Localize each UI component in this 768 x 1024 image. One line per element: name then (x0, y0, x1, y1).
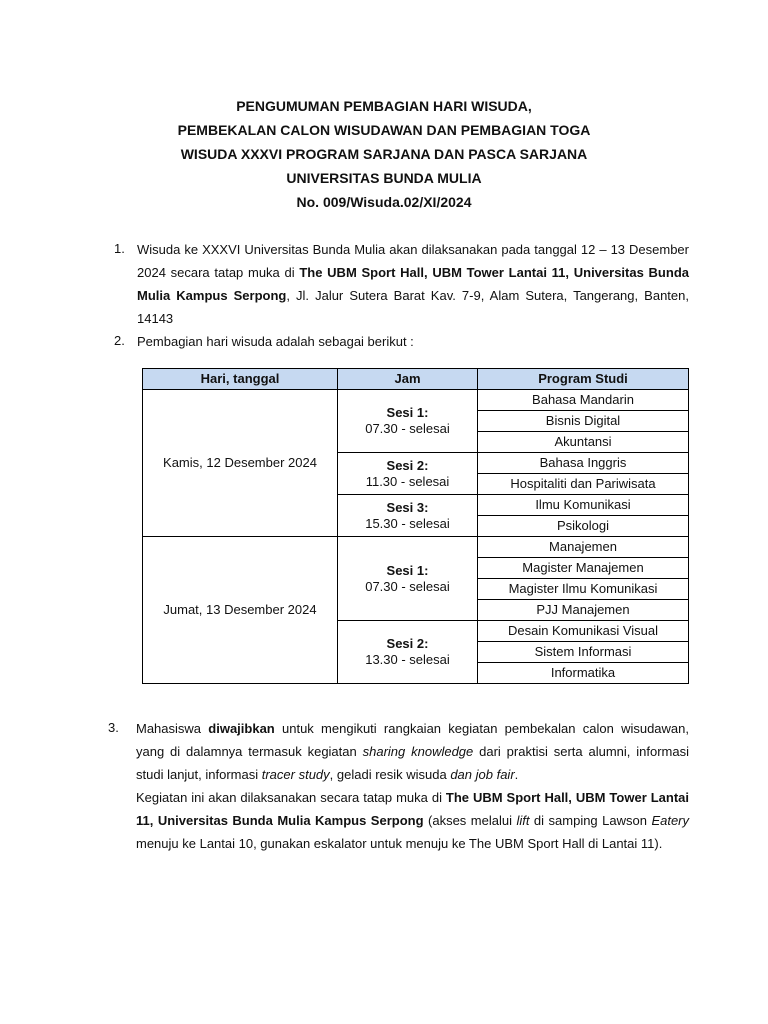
item-3-text-i: . (514, 767, 519, 782)
program-cell: Desain Komunikasi Visual (478, 621, 689, 642)
program-cell: Psikologi (478, 516, 689, 537)
session-time: 15.30 - selesai (365, 515, 450, 531)
session-cell (338, 495, 478, 537)
table-row (143, 537, 689, 558)
day-cell-2: Jumat, 13 Desember 2024 (143, 537, 338, 684)
item-3-number: 3. (108, 720, 119, 735)
session-cell (338, 390, 478, 453)
item-1-venue: The UBM Sport Hall, UBM Tower Lantai 11, Universitas Bunda Mulia Kampus Serpong (137, 265, 689, 303)
program-cell: Manajemen (478, 537, 689, 558)
program-cell: PJJ Manajemen (478, 600, 689, 621)
session-cell (338, 453, 478, 495)
table-header-row (143, 369, 689, 390)
item-1-text (137, 238, 689, 330)
program-cell: Bahasa Mandarin (478, 390, 689, 411)
header-program: Program Studi (478, 369, 689, 390)
header-day: Hari, tanggal (143, 369, 338, 390)
item-3-text-e: dari praktisi serta alumni, informasi studi lanjut, informasi (136, 744, 689, 782)
item-1-number: 1. (114, 241, 125, 256)
title-line-2: PEMBEKALAN CALON WISUDAWAN DAN PEMBAGIAN TOGA (177, 122, 591, 138)
title-line-4: UNIVERSITAS BUNDA MULIA (286, 170, 482, 186)
session-time: 07.30 - selesai (365, 421, 450, 436)
session-label: Sesi 2: (386, 636, 429, 651)
item-3-mandatory: diwajibkan (208, 721, 275, 736)
item-3-text-a: Mahasiswa (136, 721, 209, 736)
program-cell: Sistem Informasi (478, 642, 689, 663)
session-time: 07.30 - selesai (365, 578, 450, 594)
item-3-text-p2c: (akses melalui (423, 813, 517, 828)
schedule-table (142, 368, 689, 684)
program-cell: Bisnis Digital (478, 411, 689, 432)
table-row (143, 390, 689, 411)
program-cell: Bahasa Inggris (478, 453, 689, 474)
day-cell-1: Kamis, 12 Desember 2024 (143, 390, 338, 537)
program-cell: Magister Ilmu Komunikasi (478, 579, 689, 600)
item-3-tracer: tracer study (261, 767, 330, 782)
program-cell: Hospitaliti dan Pariwisata (478, 474, 689, 495)
program-cell: Akuntansi (478, 432, 689, 453)
session-label: Sesi 1: (386, 562, 429, 578)
title-line-3: WISUDA XXXVI PROGRAM SARJANA DAN PASCA SARJANA (180, 146, 588, 162)
item-3-jobfair: dan job fair (450, 767, 515, 782)
session-cell (338, 537, 478, 621)
item-3-venue: The UBM Sport Hall, UBM Tower Lantai 11, Universitas Bunda Mulia Kampus Serpong (136, 790, 689, 828)
item-3-text-p2g: menuju ke Lantai 10, gunakan eskalator untuk menuju ke The UBM Sport Hall di Lantai 11). (136, 836, 663, 851)
item-2-number: 2. (114, 333, 125, 348)
item-3-text-p2a: Kegiatan ini akan dilaksanakan secara tatap muka di (136, 790, 446, 805)
item-3-eatery: Eatery (651, 813, 690, 828)
program-cell: Ilmu Komunikasi (478, 495, 689, 516)
header-time: Jam (338, 369, 478, 390)
session-label: Sesi 3: (386, 499, 429, 515)
title-line-1: PENGUMUMAN PEMBAGIAN HARI WISUDA, (236, 98, 532, 114)
program-cell: Magister Manajemen (478, 558, 689, 579)
program-cell: Informatika (478, 663, 689, 684)
item-3-text-p2e: di samping Lawson (529, 813, 652, 828)
session-label: Sesi 1: (386, 405, 429, 420)
item-3-text-g: , geladi resik wisuda (329, 767, 451, 782)
session-label: Sesi 2: (386, 457, 429, 473)
session-time: 13.30 - selesai (365, 652, 450, 667)
document-title (0, 94, 768, 214)
item-2-text: Pembagian hari wisuda adalah sebagai berikut : (137, 334, 414, 349)
item-3-text-c: untuk mengikuti rangkaian kegiatan pembekalan calon wisudawan, yang di dalamnya termasuk kegiatan (136, 721, 689, 759)
item-3-lift: lift (516, 813, 530, 828)
session-time: 11.30 - selesai (365, 473, 450, 489)
announcement-number: No. 009/Wisuda.02/XI/2024 (296, 194, 472, 210)
item-3-sharing: sharing knowledge (362, 744, 474, 759)
session-cell (338, 621, 478, 684)
item-1-text-a: Wisuda ke XXXVI Universitas Bunda Mulia akan dilaksanakan pada tanggal 12 – 13 Desember 2024 secara tatap muka di (137, 242, 689, 280)
item-1-text-b: , Jl. Jalur Sutera Barat Kav. 7-9, Alam Sutera, Tangerang, Banten, 14143 (137, 288, 689, 326)
item-3-text (136, 717, 689, 855)
